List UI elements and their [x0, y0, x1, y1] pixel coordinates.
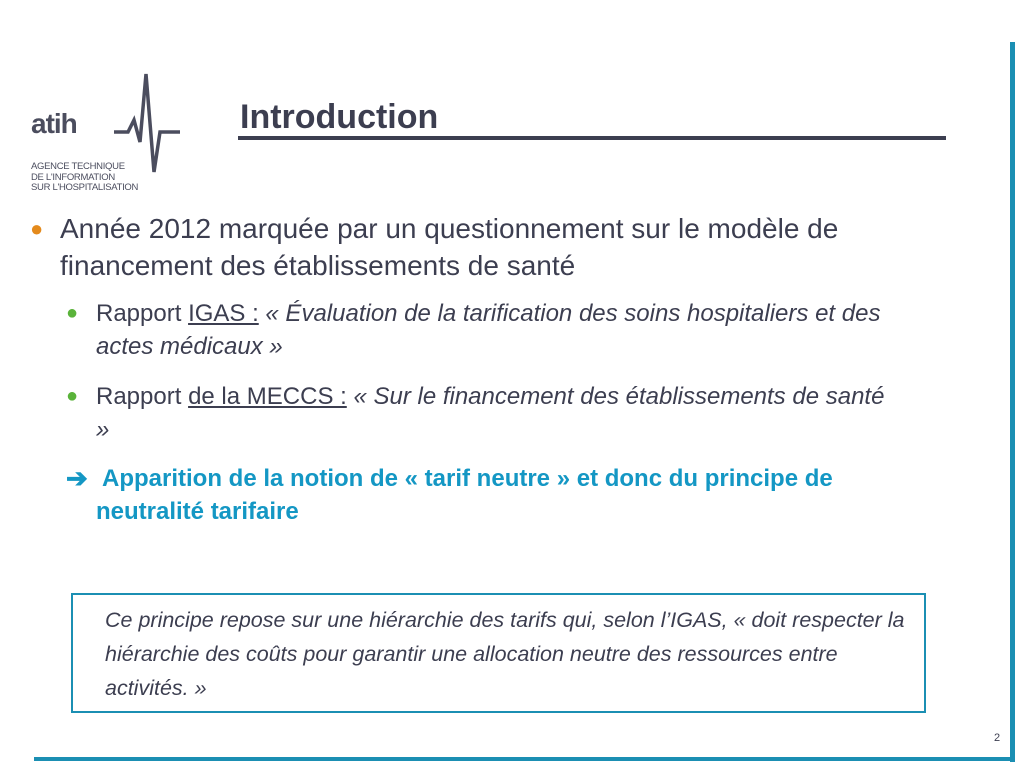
logo-subtitle — [31, 162, 138, 194]
igas-report-title: « Évaluation de la tarification des soins hospitaliers et des actes médicaux » — [96, 300, 881, 360]
arrow-right-icon: ➔ — [66, 463, 88, 493]
logo-subtitle-line: DE L'INFORMATION — [31, 171, 115, 183]
bullet-meccs — [66, 380, 896, 446]
slide-border-bottom — [34, 757, 1015, 761]
bullet-main-text: Année 2012 marquée par un questionnement sur le modèle de financement des établissements de santé — [60, 213, 839, 281]
logo-subtitle-line: AGENCE TECHNIQUE — [31, 161, 125, 172]
title-underline — [238, 136, 946, 140]
bullet-prefix: Rapport — [96, 300, 189, 327]
quote-text: Ce principe repose sur une hiérarchie des tarifs qui, selon l’IGAS, « doit respecter la hiérarchie des coûts pour garantir une allocation neutre des ressources entre activités. » — [105, 608, 905, 700]
meccs-report-title: « Sur le financement des établissements de santé » — [96, 383, 885, 443]
bullet-meccs-text — [66, 380, 896, 446]
igas-link-text: IGAS : — [188, 300, 259, 327]
page-title: Introduction — [240, 98, 439, 136]
bullet-dot-icon: ● — [66, 302, 79, 324]
bullet-igas — [66, 297, 896, 363]
logo-wordmark: atih — [31, 108, 77, 139]
logo-subtitle-line: SUR L'HOSPITALISATION — [31, 182, 139, 193]
quote-box — [71, 593, 926, 713]
slide-border-right — [1010, 42, 1015, 762]
bullet-dot-icon: ● — [30, 216, 44, 241]
conclusion-text: Apparition de la notion de « tarif neutre » et donc du principe de neutralité tarifaire — [96, 465, 833, 525]
bullet-igas-text — [66, 297, 896, 363]
bullet-main — [30, 210, 980, 284]
page-number: 2 — [994, 732, 1001, 744]
conclusion — [66, 462, 916, 528]
bullet-prefix: Rapport — [96, 383, 189, 410]
bullet-dot-icon: ● — [66, 385, 79, 407]
meccs-link-text: de la MECCS : — [188, 383, 347, 410]
